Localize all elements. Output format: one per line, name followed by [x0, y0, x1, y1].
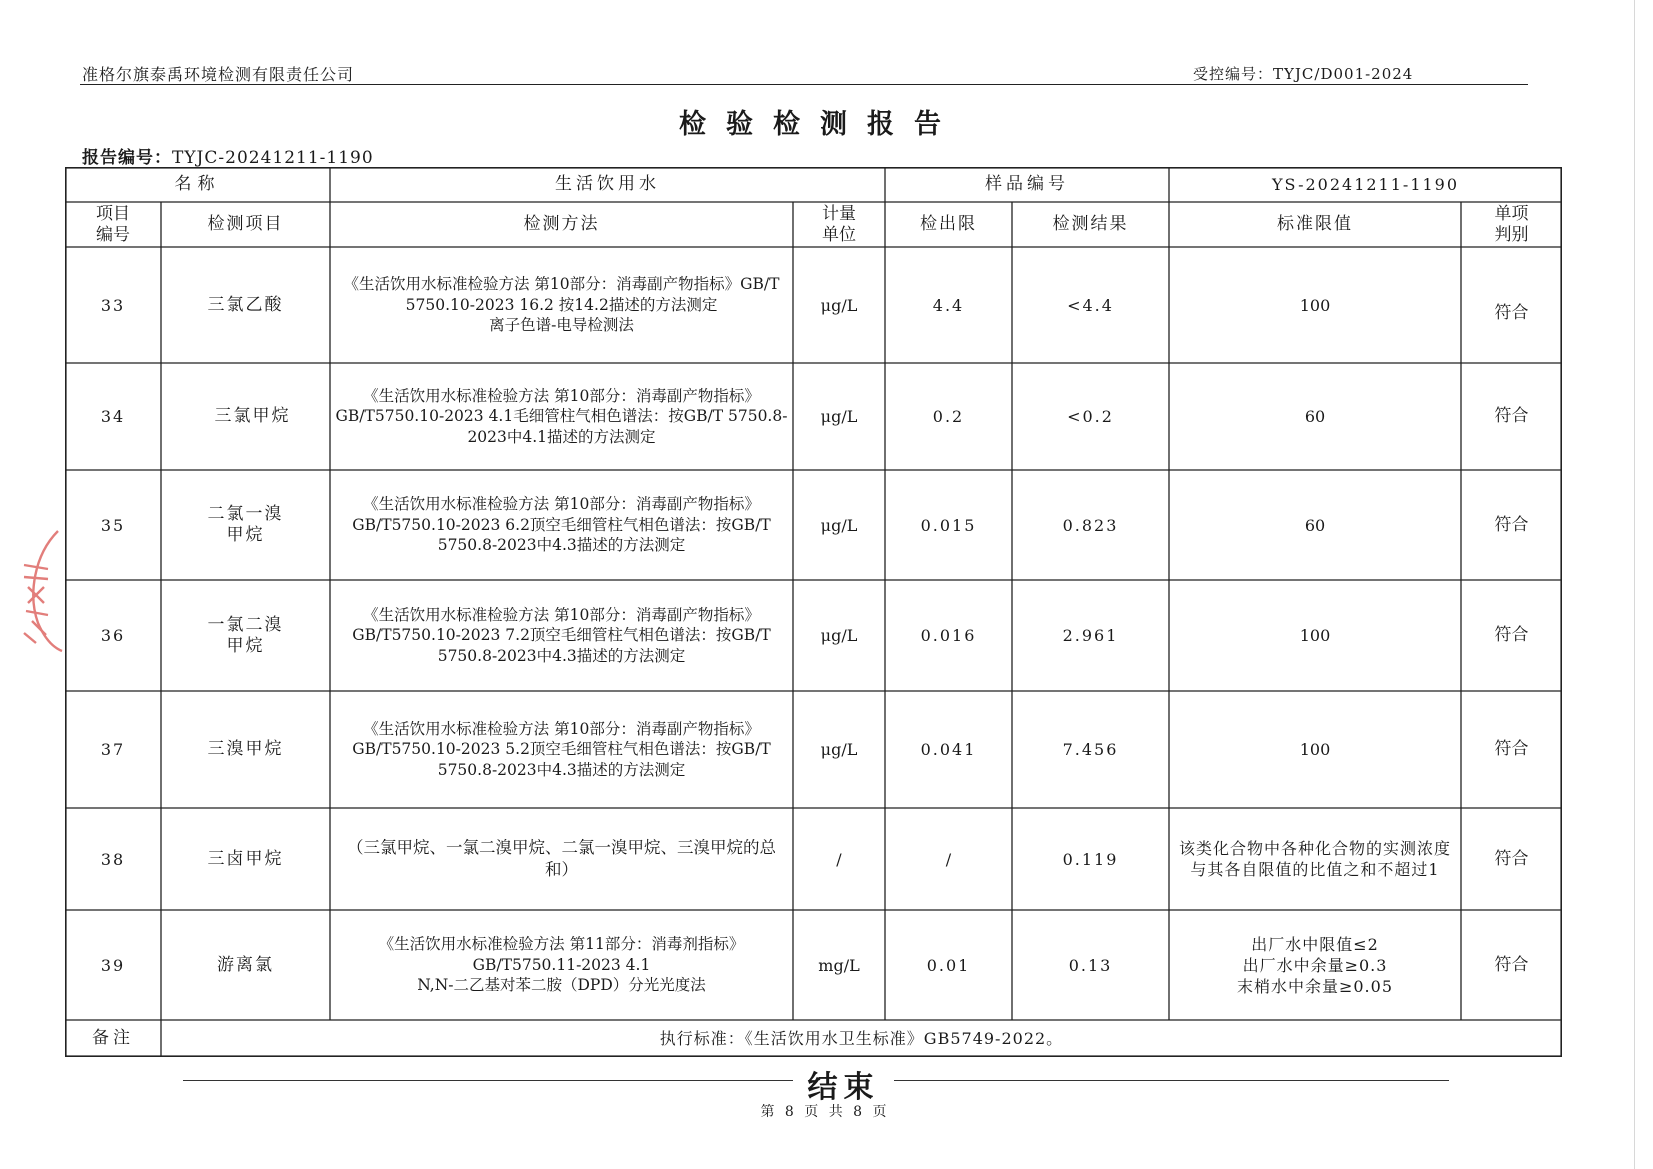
row-34-limit: 0.2: [932, 407, 965, 426]
col-limit: 检出限: [920, 214, 977, 234]
row-35-unit: μg/L: [820, 515, 858, 535]
report-number-value: TYJC-20241211-1190: [172, 148, 374, 168]
end-marker: 结束: [807, 1070, 880, 1105]
row-36-unit: μg/L: [820, 626, 858, 645]
sample-value: YS-20241211-1190: [1271, 175, 1460, 194]
row-34-unit: μg/L: [820, 407, 858, 426]
row-33-no: 33: [100, 295, 126, 315]
row-34-standard: 60: [1304, 407, 1326, 426]
row-36-judge: 符合: [1494, 625, 1529, 645]
col-unit: 计量 单位: [822, 203, 856, 245]
row-39-unit: mg/L: [818, 955, 860, 975]
row-35-standard: 60: [1304, 515, 1326, 535]
col-result: 检测结果: [1052, 214, 1129, 234]
remarks-label: 备注: [92, 1028, 134, 1048]
row-36-no: 36: [100, 626, 126, 645]
row-39-judge: 符合: [1494, 954, 1529, 975]
col-method: 检测方法: [523, 214, 600, 234]
row-36-result: 2.961: [1062, 626, 1119, 645]
company-name: 准格尔旗泰禹环境检测有限责任公司: [82, 65, 355, 84]
row-39-result: 0.13: [1068, 955, 1113, 975]
col-item-no: 项目 编号: [96, 203, 130, 245]
remarks-text: 执行标准：《生活饮用水卫生标准》GB5749-2022。: [659, 1029, 1064, 1048]
row-37-judge: 符合: [1494, 739, 1529, 759]
report-number-label: 报告编号：: [82, 148, 172, 168]
row-37-limit: 0.041: [920, 740, 977, 759]
row-36-limit: 0.016: [920, 626, 977, 645]
row-38-no: 38: [100, 849, 126, 869]
end-rule-left: [183, 1080, 793, 1081]
row-33-result: <4.4: [1067, 295, 1114, 315]
row-39-standard: 出厂水中限值≤2 出厂水中余量≥0.3 末梢水中余量≥0.05: [1236, 934, 1394, 996]
row-33-unit: μg/L: [820, 295, 858, 315]
results-table: [65, 167, 1562, 1057]
row-37-result: 7.456: [1062, 740, 1119, 759]
row-35-item: 二氯一溴 甲烷: [207, 504, 284, 545]
col-item: 检测项目: [207, 214, 284, 234]
row-38-method: （三氯甲烷、一氯二溴甲烷、二氯一溴甲烷、三溴甲烷的总和）: [347, 838, 776, 879]
col-judge: 单项 判别: [1494, 203, 1529, 245]
report-title: 检验检测报告: [679, 109, 961, 140]
header-rule: [80, 84, 1528, 85]
row-36-item: 一氯二溴 甲烷: [207, 614, 284, 656]
row-38-judge: 符合: [1494, 848, 1529, 869]
row-39-limit: 0.01: [926, 955, 971, 975]
row-38-limit: /: [945, 849, 952, 869]
row-35-result: 0.823: [1062, 515, 1119, 535]
name-label: 名称: [174, 174, 221, 194]
row-34-result: <0.2: [1067, 407, 1114, 426]
row-35-limit: 0.015: [920, 515, 977, 535]
row-35-no: 35: [100, 515, 126, 535]
row-35-method: 《生活饮用水标准检验方法 第10部分：消毒副产物指标》GB/T5750.10-2023 6.2顶空毛细管柱气相色谱法：按GB/T 5750.8-2023中4.3描述的方法测定: [352, 495, 771, 555]
row-33-item: 三氯乙酸: [207, 294, 284, 315]
row-37-unit: μg/L: [820, 740, 858, 759]
report-number: [82, 143, 374, 168]
col-standard: 标准限值: [1277, 214, 1353, 234]
row-35-judge: 符合: [1494, 514, 1529, 535]
row-38-item: 三卤甲烷: [207, 848, 284, 869]
row-37-standard: 100: [1299, 740, 1331, 759]
page-number: 第 8 页 共 8 页: [760, 1104, 890, 1120]
row-37-method: 《生活饮用水标准检验方法 第10部分：消毒副产物指标》GB/T5750.10-2023 5.2顶空毛细管柱气相色谱法：按GB/T 5750.8-2023中4.3描述的方法测定: [352, 719, 771, 779]
control-number: 受控编号：TYJC/D001-2024: [1193, 65, 1414, 83]
row-39-no: 39: [100, 955, 126, 975]
seal-stamp-fragment: [14, 525, 70, 655]
row-37-item: 三溴甲烷: [207, 739, 284, 759]
name-value: 生活饮用水: [555, 174, 660, 194]
row-34-item: 三氯甲烷: [214, 406, 291, 426]
row-38-standard: 该类化合物中各种化合物的实测浓度与其各自限值的比值之和不超过1: [1178, 839, 1451, 879]
sample-label: 样品编号: [985, 174, 1069, 194]
row-37-no: 37: [100, 740, 126, 759]
row-33-method: 《生活饮用水标准检验方法 第10部分：消毒副产物指标》GB/T 5750.10-2023 16.2 按14.2描述的方法测定 离子色谱-电导检测法: [343, 275, 780, 335]
end-rule-right: [894, 1080, 1449, 1081]
row-39-item: 游离氯: [217, 954, 274, 975]
row-33-standard: 100: [1299, 295, 1331, 315]
row-39-method: 《生活饮用水标准检验方法 第11部分：消毒剂指标》GB/T5750.11-2023 4.1 N,N-二乙基对苯二胺（DPD）分光光度法: [378, 935, 745, 995]
row-33-limit: 4.4: [932, 295, 965, 315]
scan-edge: [1634, 0, 1635, 1169]
row-36-method: 《生活饮用水标准检验方法 第10部分：消毒副产物指标》GB/T5750.10-2023 7.2顶空毛细管柱气相色谱法：按GB/T 5750.8-2023中4.3描述的方法测定: [352, 605, 771, 665]
row-34-method: 《生活饮用水标准检验方法 第10部分：消毒副产物指标》GB/T5750.10-2023 4.1毛细管柱气相色谱法：按GB/T 5750.8-2023中4.1描述的方法测定: [335, 386, 788, 446]
row-38-unit: /: [836, 849, 842, 869]
row-34-no: 34: [100, 407, 126, 426]
row-33-judge: 符合: [1494, 302, 1529, 323]
row-34-judge: 符合: [1494, 406, 1529, 426]
row-38-result: 0.119: [1062, 849, 1119, 869]
row-36-standard: 100: [1299, 626, 1331, 645]
